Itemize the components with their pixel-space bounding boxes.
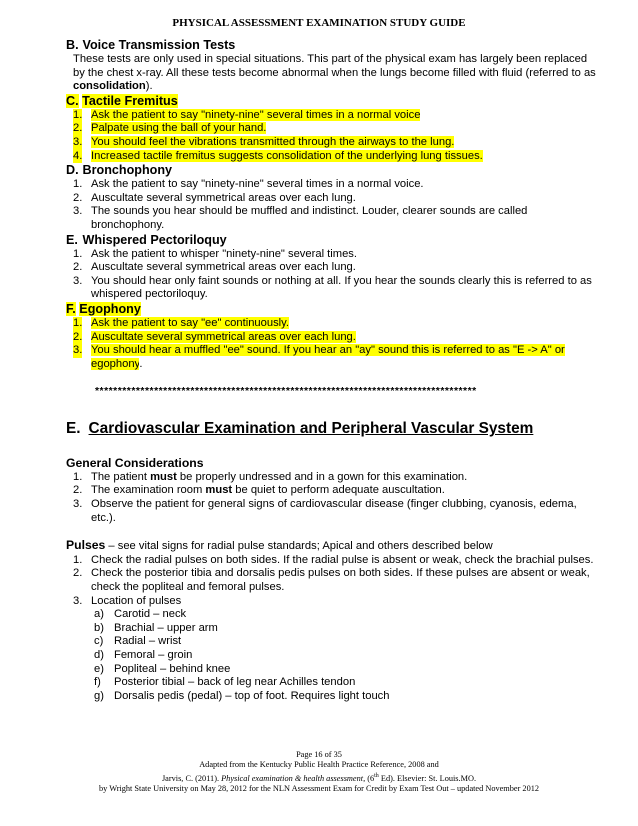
section-title: Whispered Pectoriloquy bbox=[82, 232, 227, 247]
list-item: c) Radial – wrist bbox=[94, 635, 182, 648]
list-item: b) Brachial – upper arm bbox=[94, 621, 218, 634]
list-item: e) Popliteal – behind knee bbox=[94, 662, 231, 675]
list-item: g) Dorsalis pedis (pedal) – top of foot. Requires light touch bbox=[94, 689, 390, 702]
pectoriloquy-list bbox=[66, 248, 596, 302]
list-item: 1. The patient must be properly undressed and in a gown for this examination. bbox=[73, 470, 468, 483]
running-header: PHYSICAL ASSESSMENT EXAMINATION STUDY GUIDE bbox=[172, 17, 466, 29]
section-letter: F. bbox=[66, 301, 76, 316]
footer-line: Adapted from the Kentucky Public Health Practice Reference, 2008 and bbox=[199, 760, 439, 770]
pulses-heading: Pulses – see vital signs for radial pulse standards; Apical and others described below bbox=[66, 538, 493, 553]
bronchophony-list bbox=[66, 178, 596, 232]
list-item: 2. Auscultate several symmetrical areas over each lung. bbox=[73, 191, 356, 204]
section-letter: E. bbox=[66, 232, 78, 247]
section-tactile-fremitus-heading bbox=[66, 94, 596, 109]
list-item: 1. Ask the patient to say "ninety-nine" several times in a normal voice bbox=[73, 108, 421, 121]
general-considerations-list bbox=[66, 471, 596, 525]
asterisk-divider: ************************************************************************************ bbox=[95, 386, 477, 398]
list-item: d) Femoral – groin bbox=[94, 649, 193, 661]
page-number: Page 16 of 35 bbox=[296, 750, 342, 759]
list-item: 3. Location of pulses bbox=[73, 594, 182, 607]
pulse-locations-list bbox=[66, 608, 596, 703]
section-letter: D. bbox=[66, 163, 79, 178]
page-content bbox=[66, 38, 596, 703]
list-item: 1. Check the radial pulses on both sides. If the radial pulse is absent or weak, check the brachial pulses. bbox=[73, 553, 594, 566]
list-item: f) Posterior tibial – back of leg near Achilles tendon bbox=[94, 676, 356, 689]
section-letter: E. bbox=[66, 419, 81, 437]
section-title: Bronchophony bbox=[82, 163, 173, 178]
list-item: 3. You should hear only faint sounds or nothing at all. If you hear the sounds clearly this is referred to as whispered pectoriloquy. bbox=[73, 274, 592, 301]
list-item: 3. You should feel the vibrations transmitted through the airways to the lung. bbox=[73, 135, 455, 148]
list-item: 3. You should hear a muffled "ee" sound. If you hear an "ay" sound this is referred to as "E -> A" or egophony. bbox=[73, 344, 565, 370]
list-item: 2. Auscultate several symmetrical areas over each lung. bbox=[73, 330, 356, 343]
section-voice-transmission-heading bbox=[66, 38, 596, 53]
voice-transmission-intro: These tests are only used in special situations. This part of the physical exam has largely been replaced by the chest x-ray. All these tests become abnormal when the lungs become filled with fluid (referred to as consolidation). bbox=[73, 53, 596, 93]
list-item: 1. Ask the patient to say "ninety-nine" several times in a normal voice. bbox=[73, 178, 424, 191]
section-title: Egophony bbox=[79, 301, 141, 316]
list-item: 1. Ask the patient to whisper "ninety-nine" several times. bbox=[73, 247, 358, 260]
list-item: 3. Observe the patient for general signs of cardiovascular disease (finger clubbing, cyanosis, edema, etc.). bbox=[73, 498, 577, 524]
pulses-list bbox=[66, 554, 596, 608]
page-footer bbox=[0, 750, 638, 794]
list-item: 4. Increased tactile fremitus suggests consolidation of the underlying lung tissues. bbox=[73, 149, 483, 162]
section-title: Tactile Fremitus bbox=[82, 93, 178, 108]
section-egophony-heading bbox=[66, 302, 596, 317]
list-item: 1. Ask the patient to say "ee" continuously. bbox=[73, 316, 290, 329]
section-bronchophony-heading bbox=[66, 163, 596, 178]
section-letter: C. bbox=[66, 93, 79, 108]
list-item: 2. Palpate using the ball of your hand. bbox=[73, 122, 267, 135]
list-item: 2. The examination room must be quiet to perform adequate auscultation. bbox=[73, 484, 445, 497]
list-item: 2. Auscultate several symmetrical areas over each lung. bbox=[73, 261, 356, 274]
section-title: Cardiovascular Examination and Peripheral Vascular System bbox=[88, 419, 534, 437]
footer-line: by Wright State University on May 28, 2012 for the NLN Assessment Exam for Credit by Exam Test Out – updated November 2012 bbox=[98, 783, 540, 793]
list-item: 3. The sounds you hear should be muffled and indistinct. Louder, clearer sounds are called bronchophony. bbox=[73, 205, 528, 231]
list-item: a) Carotid – neck bbox=[94, 608, 187, 621]
tactile-fremitus-list bbox=[66, 109, 596, 163]
list-item: 2. Check the posterior tibia and dorsalis pedis pulses on both sides. If these pulses are absent or weak, check the popliteal and femoral pulses. bbox=[73, 567, 590, 594]
general-considerations-heading: General Considerations bbox=[66, 455, 204, 470]
egophony-list bbox=[66, 317, 596, 371]
section-whispered-pectoriloquy-heading bbox=[66, 233, 596, 248]
section-letter: B. bbox=[66, 38, 79, 52]
cardiovascular-heading bbox=[66, 420, 596, 438]
section-title: Voice Transmission Tests bbox=[82, 38, 236, 52]
footer-citation: Jarvis, C. (2011). Physical examination & health assessment, (6th Ed). Elsevier: St. Louis.MO. bbox=[161, 772, 477, 783]
